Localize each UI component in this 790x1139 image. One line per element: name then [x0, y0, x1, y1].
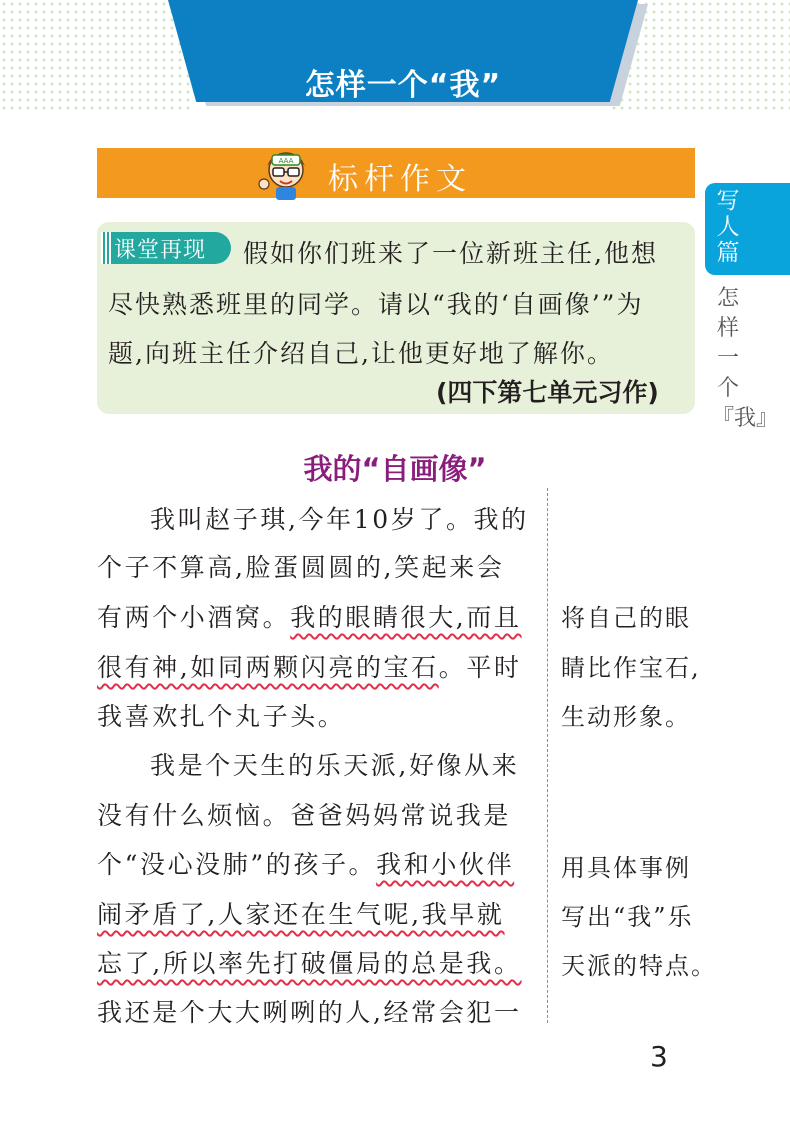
- prompt-line-1: 假如你们班来了一位新班主任,他想: [243, 239, 658, 268]
- prompt-badge-label: 课堂再现: [114, 238, 207, 263]
- essay-p2-line-3: [97, 845, 514, 881]
- margin-note-1-line-1: 将自己的眼: [561, 604, 691, 632]
- essay-p1-line-4: [97, 648, 522, 684]
- dot-pattern-left: [0, 0, 190, 110]
- essay-text: 个“没心没肺”的孩子。: [97, 850, 377, 879]
- essay-p1-line-2: 个子不算高,脸蛋圆圆的,笑起来会: [97, 553, 505, 582]
- prompt-line-2: 尽快熟悉班里的同学。请以“我的‘自画像’”为: [108, 290, 644, 319]
- highlighted-text: 忘了,所以率先打破僵局的总是我。: [97, 949, 522, 978]
- margin-note-2-line-1: 用具体事例: [561, 854, 691, 882]
- side-tab-category: 写人篇: [716, 188, 740, 266]
- page-number: 3: [650, 1040, 668, 1073]
- essay-text: 有两个小酒窝。: [97, 603, 291, 632]
- side-tab-subtitle: 怎样一个『我』: [712, 286, 779, 431]
- essay-title: 我的“自画像”: [303, 452, 487, 486]
- highlighted-text: 我的眼睛很大,而且: [290, 603, 522, 632]
- margin-note-2-line-3: 天派的特点。: [561, 952, 717, 980]
- margin-divider: [547, 488, 548, 1023]
- essay-p2-line-4: [97, 895, 505, 931]
- essay-p1-line-5: 我喜欢扎个丸子头。: [97, 702, 346, 731]
- prompt-source: (四下第七单元习作): [436, 378, 659, 407]
- essay-text: 。平时: [438, 653, 522, 682]
- section-title: 标杆作文: [328, 162, 472, 197]
- prompt-badge-stripes: [101, 232, 111, 264]
- highlighted-text: 闹矛盾了,人家还在生气呢,我早就: [97, 900, 505, 929]
- margin-note-1-line-2: 睛比作宝石,: [561, 654, 701, 682]
- essay-p1-line-1: 我叫赵子琪,今年10岁了。我的: [150, 505, 529, 534]
- mascot-icon: [256, 146, 316, 202]
- essay-p2-line-6: 我还是个大大咧咧的人,经常会犯一: [97, 998, 522, 1027]
- essay-p2-line-2: 没有什么烦恼。爸爸妈妈常说我是: [97, 801, 512, 830]
- highlighted-text: 我和小伙伴: [376, 850, 515, 879]
- essay-p2-line-1: 我是个天生的乐天派,好像从来: [150, 751, 520, 780]
- page-title: 怎样一个“我”: [304, 68, 502, 103]
- highlighted-text: 很有神,如同两颗闪亮的宝石: [97, 653, 439, 682]
- margin-note-1-line-3: 生动形象。: [561, 703, 691, 731]
- svg-text:AAA: AAA: [278, 157, 294, 165]
- essay-p1-line-3: [97, 598, 522, 634]
- essay-p2-line-5: [97, 944, 522, 980]
- prompt-line-3: 题,向班主任介绍自己,让他更好地了解你。: [108, 339, 614, 368]
- margin-note-2-line-2: 写出“我”乐: [561, 903, 694, 931]
